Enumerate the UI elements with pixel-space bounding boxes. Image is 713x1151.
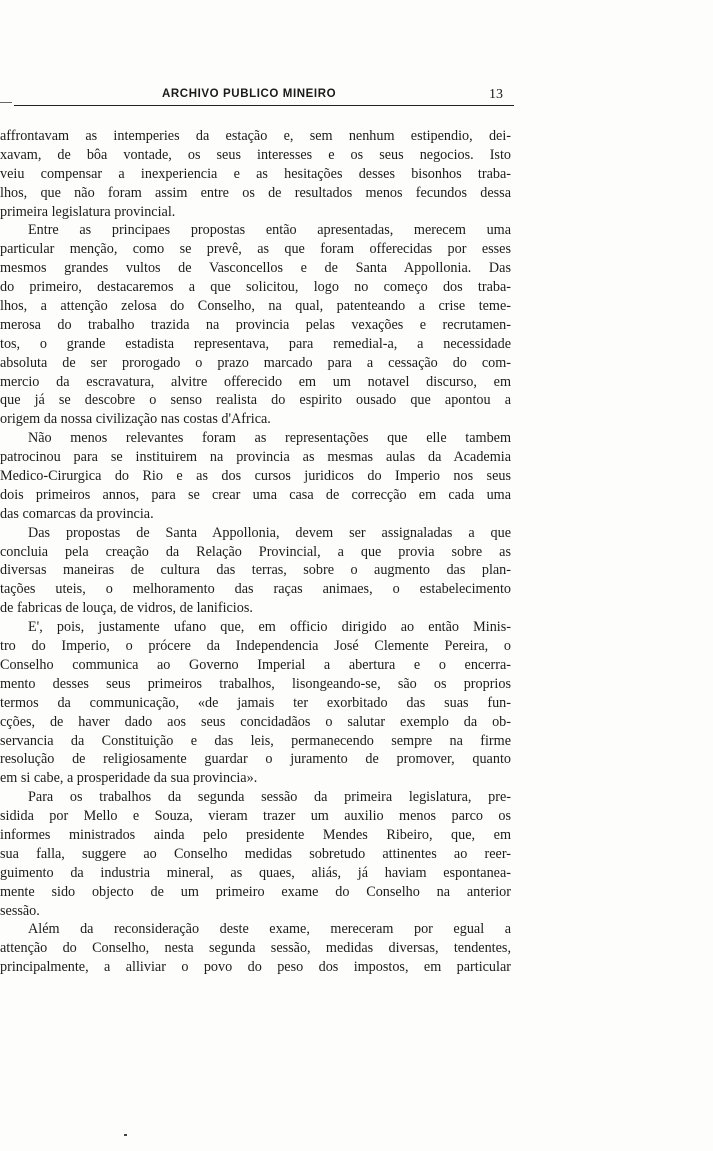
text-line: lhos, que não foram assim entre os de resultados menos fecundos dessa (0, 184, 511, 201)
text-line: concluia pela creação da Relação Provincial, a que provia sobre as (0, 543, 511, 560)
text-line: diversas maneiras de cultura das terras, sobre o augmento das plan- (0, 562, 511, 579)
text-line: affrontavam as intemperies da estação e, sem nenhum estipendio, dei- (0, 128, 511, 144)
text-line: de fabricas de louça, de vidros, de lanificios. (0, 600, 253, 617)
paragraph (0, 920, 511, 977)
text-line: dois primeiros annos, para se crear uma casa de correcção em cada uma (0, 486, 511, 503)
text-line: Não menos relevantes foram as representações que elle tambem (28, 430, 511, 447)
text-line: E', pois, justamente ufano que, em officio dirigido ao então Minis- (28, 619, 511, 636)
paragraph (0, 618, 511, 788)
page-number: 13 (489, 87, 503, 102)
text-line: primeira legislatura provincial. (0, 203, 176, 220)
header-rule (14, 105, 514, 106)
paragraph (0, 429, 511, 523)
text-line: patrocinou para se instituirem na provincia as mesmas aulas da Academia (0, 449, 511, 466)
text-line: Para os trabalhos da segunda sessão da primeira legislatura, pre- (28, 789, 511, 806)
text-line: Medico-Cirurgica do Rio e as dos cursos juridicos do Imperio nos seus (0, 468, 511, 485)
text-line: cções, de haver dado aos seus concidadãos o salutar exemplo da ob- (0, 713, 511, 730)
text-line: particular menção, como se prevê, as que foram offerecidas por esses (0, 241, 511, 258)
text-line: Conselho communica ao Governo Imperial a abertura e o encerra- (0, 656, 511, 673)
text-line: das comarcas da provincia. (0, 505, 154, 522)
text-line: tos, o grande estadista representava, para remedial-a, a necessidade (0, 335, 511, 352)
paragraph (0, 127, 511, 221)
text-line: em si cabe, a prosperidade da sua provincia». (0, 770, 258, 787)
text-line: servancia da Constituição e das leis, permanecendo sempre na firme (0, 732, 511, 749)
paragraph (0, 524, 511, 618)
text-line: origem da nossa civilização nas costas d'Africa. (0, 411, 271, 428)
text-line: Além da reconsideração deste exame, mereceram por egual a (28, 921, 511, 938)
text-line: sidida por Mello e Souza, vieram trazer um auxilio menos parco os (0, 808, 511, 825)
text-line: guimento da industria mineral, as quaes, aliás, já haviam espontanea- (0, 864, 511, 881)
text-line: tro do Imperio, o prócere da Independencia José Clemente Pereira, o (0, 638, 511, 655)
scan-speck (124, 1134, 127, 1136)
page-header (0, 86, 713, 110)
text-line: Entre as principaes propostas então apresentadas, merecem uma (28, 222, 511, 239)
text-line: mesmos grandes vultos de Vasconcellos e de Santa Appollonia. Das (0, 260, 511, 277)
text-line: veiu compensar a inexperiencia e as hesitações desses bisonhos traba- (0, 165, 511, 182)
text-line: termos da communicação, «de jamais ter exorbitado das suas fun- (0, 694, 511, 711)
text-line: sua falla, suggere ao Conselho medidas sobretudo attinentes ao reer- (0, 845, 511, 862)
text-line: que já se descobre o senso realista do espirito ousado que apontou a (0, 392, 511, 409)
text-line: do primeiro, destacaremos a que solicitou, logo no começo dos traba- (0, 279, 511, 296)
paragraph (0, 788, 511, 920)
text-line: xavam, de bôa vontade, os seus interesses e os seus negocios. Isto (0, 146, 511, 163)
text-line: mente sido objecto de um primeiro exame do Conselho na anterior (0, 883, 511, 900)
body-text (0, 127, 511, 977)
header-rule-fragment (0, 102, 12, 103)
text-line: principalmente, a alliviar o povo do peso dos impostos, em particular (0, 959, 511, 976)
text-line: sessão. (0, 902, 40, 919)
text-line: mercio da escravatura, alvitre offerecido em um notavel discurso, em (0, 373, 511, 390)
running-title: ARCHIVO PUBLICO MINEIRO (162, 88, 337, 100)
text-line: tações uteis, o melhoramento das raças animaes, o estabelecimento (0, 581, 511, 598)
text-line: resolução de religiosamente guardar o juramento de promover, quanto (0, 751, 511, 768)
text-line: attenção do Conselho, nesta segunda sessão, medidas diversas, tendentes, (0, 940, 511, 957)
text-line: informes ministrados ainda pelo presidente Mendes Ribeiro, que, em (0, 826, 511, 843)
text-line: absoluta de ser prorogado o prazo marcado para a cessação do com- (0, 354, 511, 371)
paragraph (0, 221, 511, 429)
text-line: Das propostas de Santa Appollonia, devem ser assignaladas a que (28, 524, 511, 541)
text-line: mento desses seus primeiros trabalhos, lisongeando-se, são os proprios (0, 675, 511, 692)
text-line: merosa do trabalho trazida na provincia pelas vexações e recrutamen- (0, 316, 511, 333)
text-line: lhos, a attenção zelosa do Conselho, na qual, patenteando a crise teme- (0, 298, 511, 315)
